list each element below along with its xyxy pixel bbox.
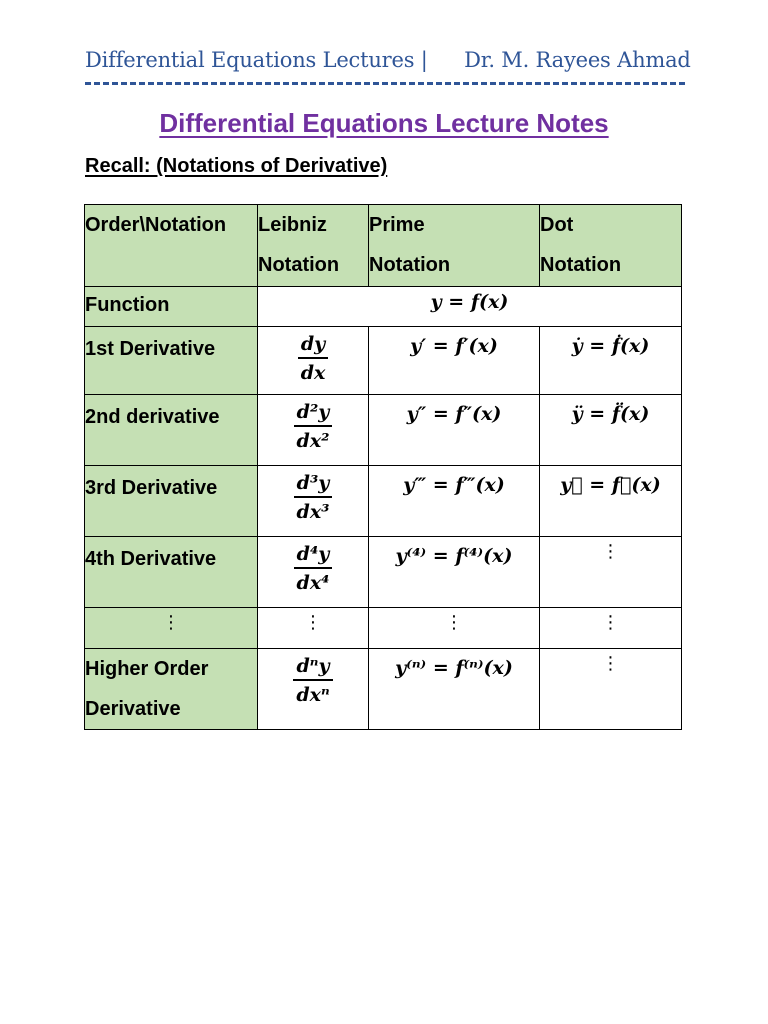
row-label: Function: [85, 287, 258, 327]
ellipsis-cell: ⋮: [258, 608, 369, 649]
prime-cell: y⁽ⁿ⁾ = f⁽ⁿ⁾(x): [369, 649, 540, 730]
prime-cell: y⁽⁴⁾ = f⁽⁴⁾(x): [369, 537, 540, 608]
dot-cell: y⃛ = f⃛(x): [540, 466, 682, 537]
ellipsis-cell: ⋮: [540, 608, 682, 649]
prime-cell: y‴ = f‴(x): [369, 466, 540, 537]
function-cell: y = f(x): [258, 287, 682, 327]
page-title: Differential Equations Lecture Notes: [159, 108, 609, 138]
table-row: [85, 327, 682, 395]
table-row: [85, 287, 682, 327]
prime-cell: y′ = f′(x): [369, 327, 540, 395]
header-leibniz: Leibniz Notation: [258, 205, 369, 287]
dot-cell: ⋮: [540, 649, 682, 730]
row-label: 1st Derivative: [85, 327, 258, 395]
section-heading: Recall: (Notations of Derivative): [85, 155, 388, 177]
row-label: Higher Order Derivative: [85, 649, 258, 730]
table-row: [85, 466, 682, 537]
table-row: [85, 649, 682, 730]
prime-cell: y″ = f″(x): [369, 395, 540, 466]
header-order: Order\Notation: [85, 205, 258, 287]
leibniz-cell: $\frac{\text{dⁿy}}{\text{dxⁿ}}$: [258, 649, 369, 730]
row-label: 3rd Derivative: [85, 466, 258, 537]
table-row: [85, 608, 682, 649]
dot-cell: ⋮: [540, 537, 682, 608]
document-header: [85, 48, 691, 72]
leibniz-cell: $\frac{\text{d²y}}{\text{dx²}}$: [258, 395, 369, 466]
course-title: Differential Equations Lectures |: [85, 48, 428, 72]
row-label: 4th Derivative: [85, 537, 258, 608]
table-row: [85, 537, 682, 608]
author-name: Dr. M. Rayees Ahmad: [464, 48, 691, 72]
header-prime: Prime Notation: [369, 205, 540, 287]
leibniz-cell: $\frac{dy}{dx}$: [258, 327, 369, 395]
table-row: [85, 395, 682, 466]
leibniz-cell: $\frac{\text{d⁴y}}{\text{dx⁴}}$: [258, 537, 369, 608]
row-label: 2nd derivative: [85, 395, 258, 466]
ellipsis-cell: ⋮: [85, 608, 258, 649]
derivative-notation-table: [84, 204, 682, 730]
header-dot: Dot Notation: [540, 205, 682, 287]
dot-cell: ÿ = f̈(x): [540, 395, 682, 466]
leibniz-cell: $\frac{\text{d³y}}{\text{dx³}}$: [258, 466, 369, 537]
ellipsis-cell: ⋮: [369, 608, 540, 649]
dot-cell: ẏ = ḟ(x): [540, 327, 682, 395]
header-divider: [85, 82, 685, 85]
table-header-row: [85, 205, 682, 287]
